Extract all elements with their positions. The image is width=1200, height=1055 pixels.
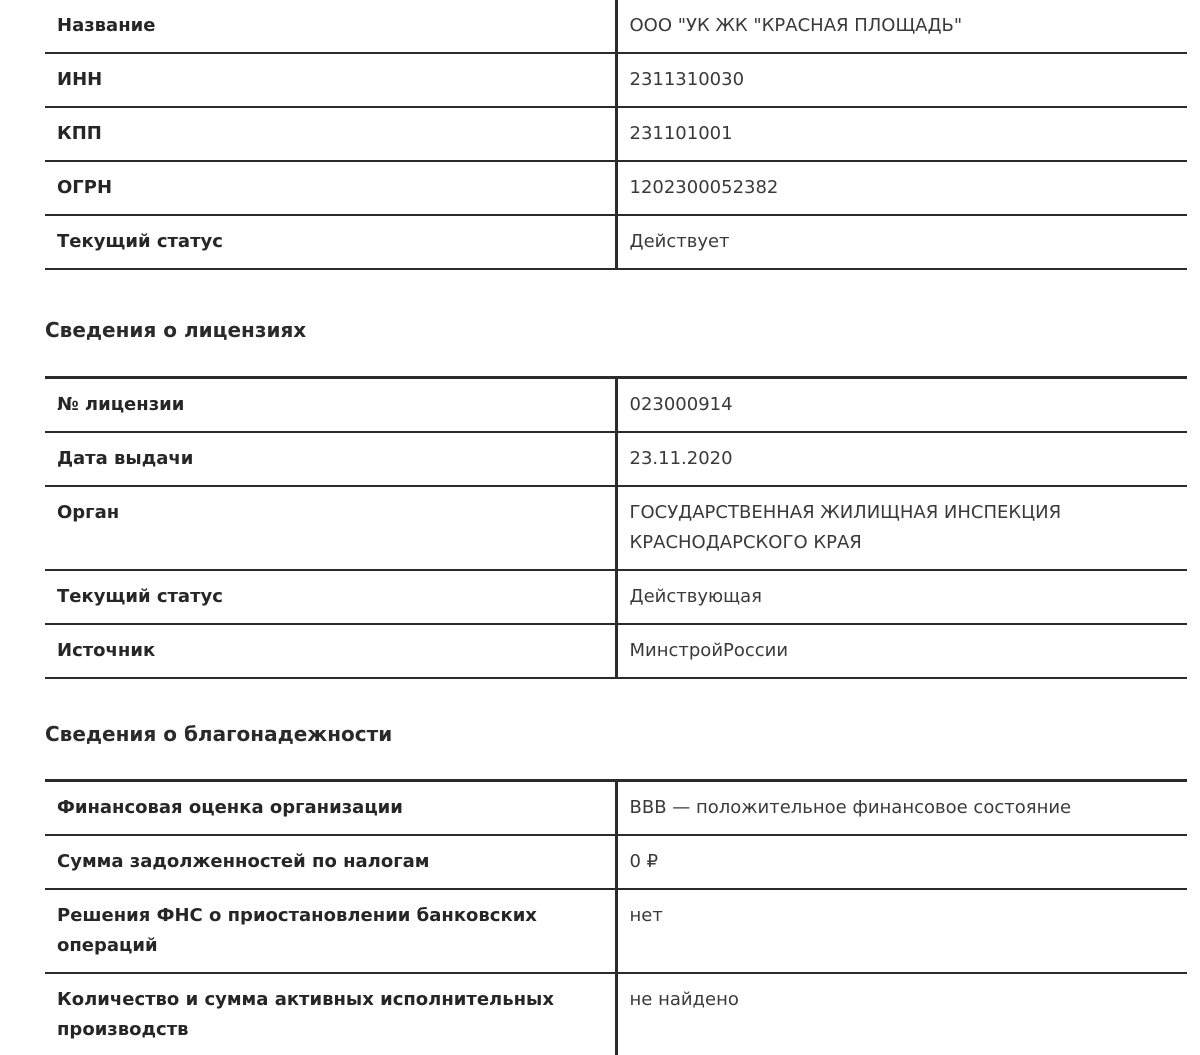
row-value: 023000914 (629, 394, 733, 415)
reliability-section-heading: Сведения о благонадежности (45, 722, 393, 746)
row-label: Орган (45, 486, 616, 570)
table-row (45, 161, 1187, 215)
license-section-heading: Сведения о лицензиях (45, 318, 307, 342)
row-label: КПП (45, 107, 616, 161)
table-row (45, 973, 1187, 1055)
row-value: Действует (629, 231, 730, 252)
row-label: Текущий статус (45, 215, 616, 269)
row-value: МинстройРоссии (629, 640, 789, 661)
table-row (45, 486, 1187, 570)
table-row (45, 0, 1187, 53)
table-row (45, 889, 1187, 973)
row-label: ИНН (45, 53, 616, 107)
table-row (45, 570, 1187, 624)
table-row (45, 781, 1187, 836)
row-value: Действующая (629, 586, 762, 607)
reliability-info-table (45, 779, 1187, 1055)
license-info-table (45, 376, 1187, 679)
row-value: 0 ₽ (629, 851, 659, 872)
row-label: Дата выдачи (45, 432, 616, 486)
row-value: 2311310030 (629, 69, 745, 90)
row-label: Решения ФНС о приостановлении банковских операций (45, 889, 616, 973)
row-value: нет (629, 905, 663, 926)
table-row (45, 378, 1187, 433)
row-value: 231101001 (629, 123, 733, 144)
table-row (45, 107, 1187, 161)
row-value: ГОСУДАРСТВЕННАЯ ЖИЛИЩНАЯ ИНСПЕКЦИЯ КРАСНОДАРСКОГО КРАЯ (629, 502, 1062, 553)
row-label: Сумма задолженностей по налогам (45, 835, 616, 889)
row-label: Источник (45, 624, 616, 678)
row-label: № лицензии (45, 378, 616, 433)
table-row (45, 624, 1187, 678)
row-value: не найдено (629, 989, 739, 1010)
row-label: Название (45, 0, 616, 53)
row-value: ООО "УК ЖК "КРАСНАЯ ПЛОЩАДЬ" (629, 15, 963, 36)
row-label: Количество и сумма активных исполнительных производств (45, 973, 616, 1055)
row-value: 1202300052382 (629, 177, 779, 198)
row-value: 23.11.2020 (629, 448, 733, 469)
table-row (45, 215, 1187, 269)
row-label: Финансовая оценка организации (45, 781, 616, 836)
row-label: ОГРН (45, 161, 616, 215)
row-label: Текущий статус (45, 570, 616, 624)
company-info-table (45, 0, 1187, 270)
row-value: BBB — положительное финансовое состояние (629, 797, 1072, 818)
table-row (45, 53, 1187, 107)
table-row (45, 432, 1187, 486)
table-row (45, 835, 1187, 889)
